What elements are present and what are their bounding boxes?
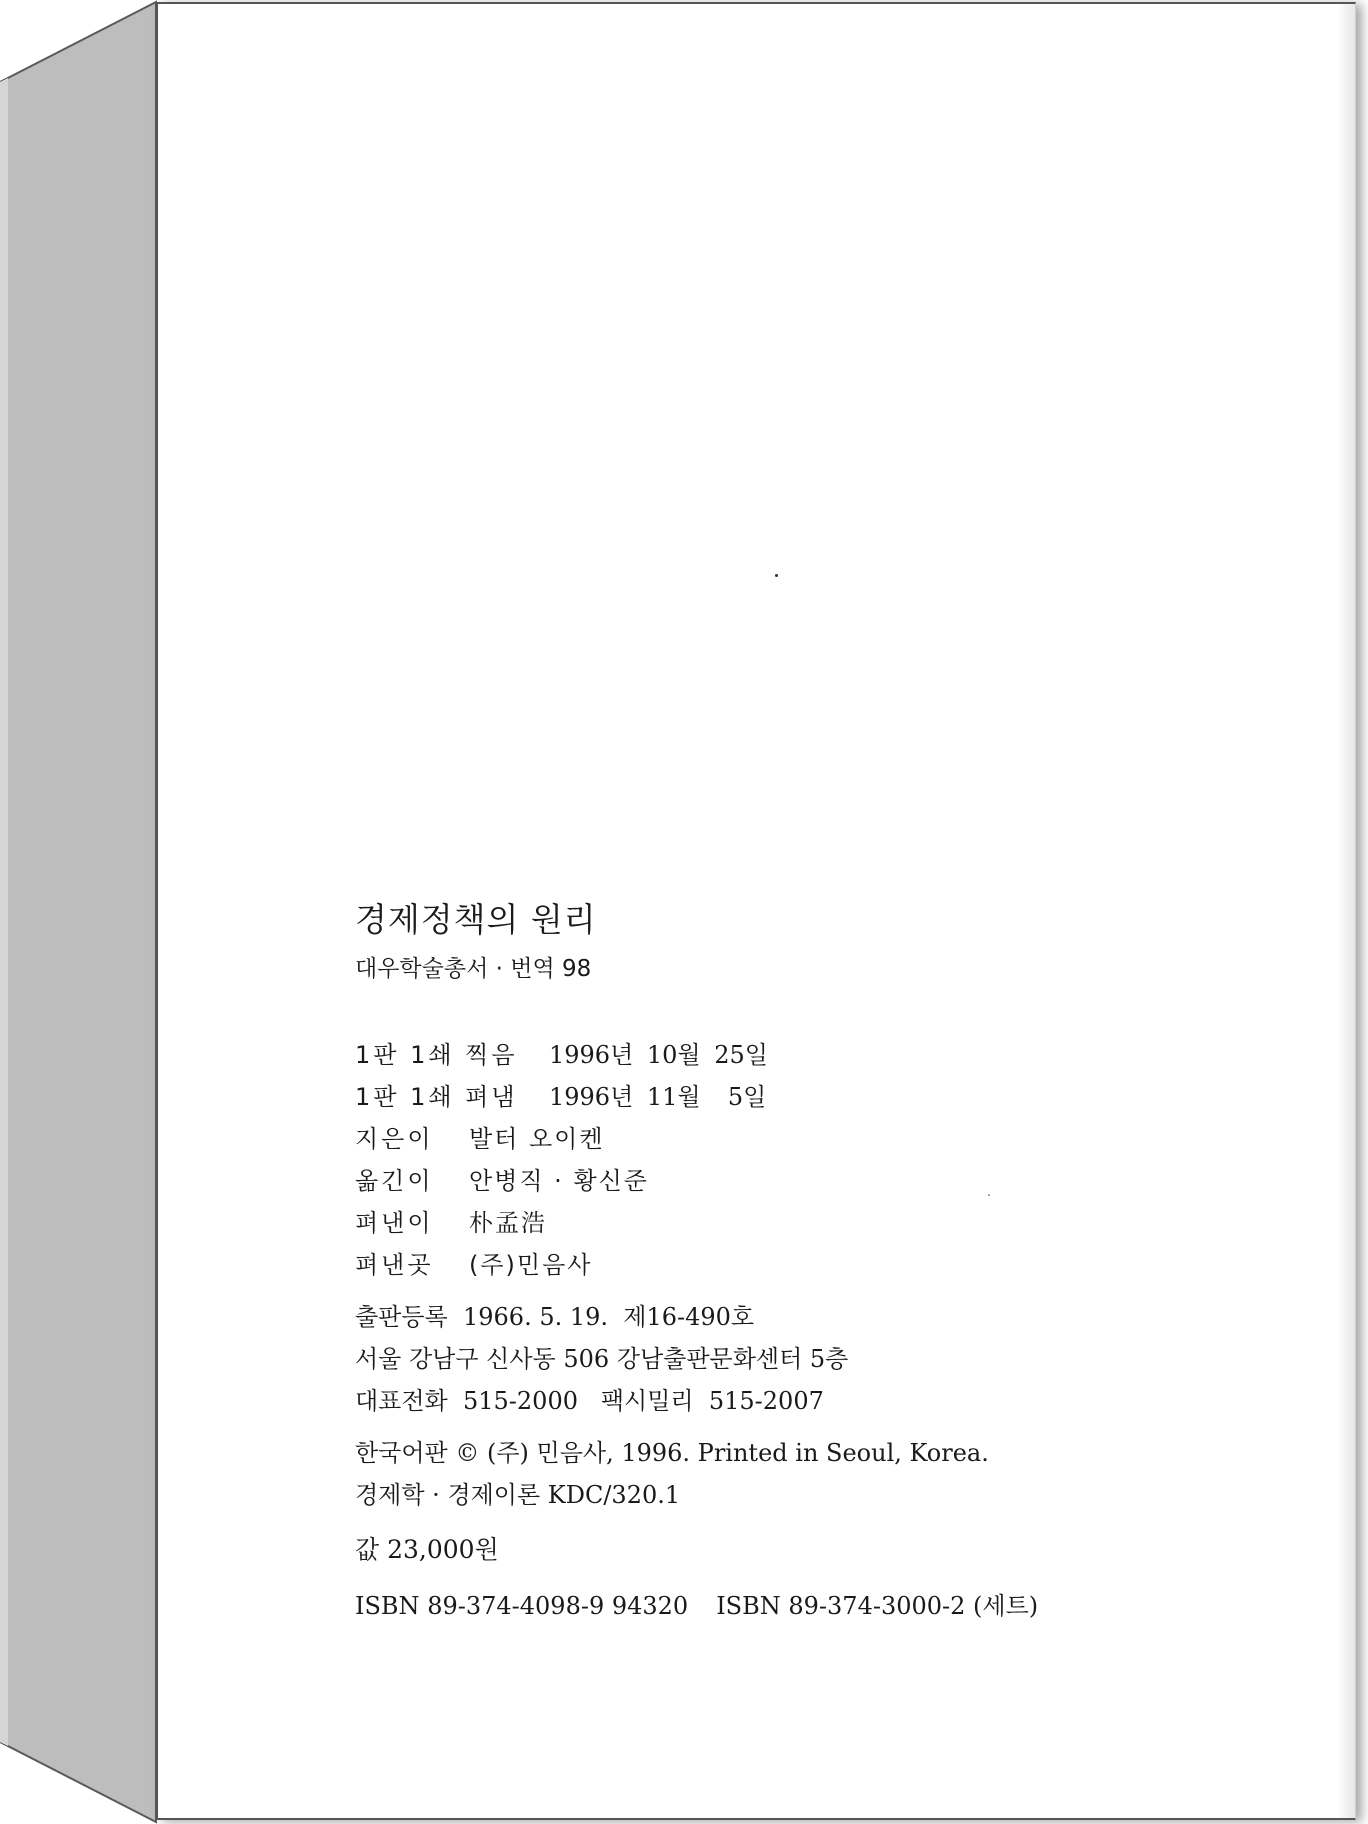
isbn-line — [355, 1584, 1038, 1628]
phone-line: 대표전화 515-2000 팩시밀리 515-2007 — [355, 1387, 824, 1415]
page-edge-shading — [1337, 4, 1355, 1818]
publisher-label: 펴낸이 — [355, 1209, 434, 1237]
book-spine — [0, 0, 160, 1824]
registration-line: 출판등록 1966. 5. 19. 제16-490호 — [355, 1303, 755, 1331]
publish-date-row — [355, 1076, 1038, 1118]
publisher-name: 朴孟浩 — [469, 1209, 547, 1237]
isbn-main: ISBN 89-374-4098-9 94320 — [355, 1592, 689, 1620]
price-line: 값 23,000원 — [355, 1535, 499, 1564]
translator-row — [355, 1160, 1038, 1202]
publisher-row — [355, 1202, 1038, 1244]
credits-list — [355, 1034, 1038, 1286]
press-row — [355, 1244, 1038, 1286]
publisher-info — [355, 1296, 1038, 1422]
series-name: 대우학술총서 · 번역 98 — [355, 956, 592, 982]
rights-info — [355, 1432, 1038, 1516]
press-name: (주)민음사 — [469, 1251, 593, 1279]
address-line: 서울 강남구 신사동 506 강남출판문화센터 5층 — [355, 1345, 849, 1373]
translator-names: 안병직 · 황신준 — [469, 1167, 649, 1195]
print-date: 1996년 10월 25일 — [549, 1041, 768, 1069]
author-name: 발터 오이켄 — [469, 1125, 605, 1153]
translator-label: 옮긴이 — [355, 1167, 434, 1195]
press-label: 펴낸곳 — [355, 1251, 434, 1279]
print-date-row — [355, 1034, 1038, 1076]
print-speck — [775, 574, 778, 577]
isbn-set: ISBN 89-374-3000-2 (세트) — [716, 1592, 1039, 1620]
colophon — [355, 896, 1038, 1628]
classification-line: 경제학 · 경제이론 KDC/320.1 — [355, 1481, 681, 1509]
publish-date-label: 1판 1쇄 펴냄 — [355, 1083, 518, 1111]
book-title: 경제정책의 원리 — [355, 900, 597, 939]
copyright-line: 한국어판 © (주) 민음사, 1996. Printed in Seoul, Korea. — [355, 1439, 989, 1467]
author-label: 지은이 — [355, 1125, 434, 1153]
print-date-label: 1판 1쇄 찍음 — [355, 1041, 518, 1069]
publish-date: 1996년 11월 5일 — [549, 1083, 767, 1111]
author-row — [355, 1118, 1038, 1160]
